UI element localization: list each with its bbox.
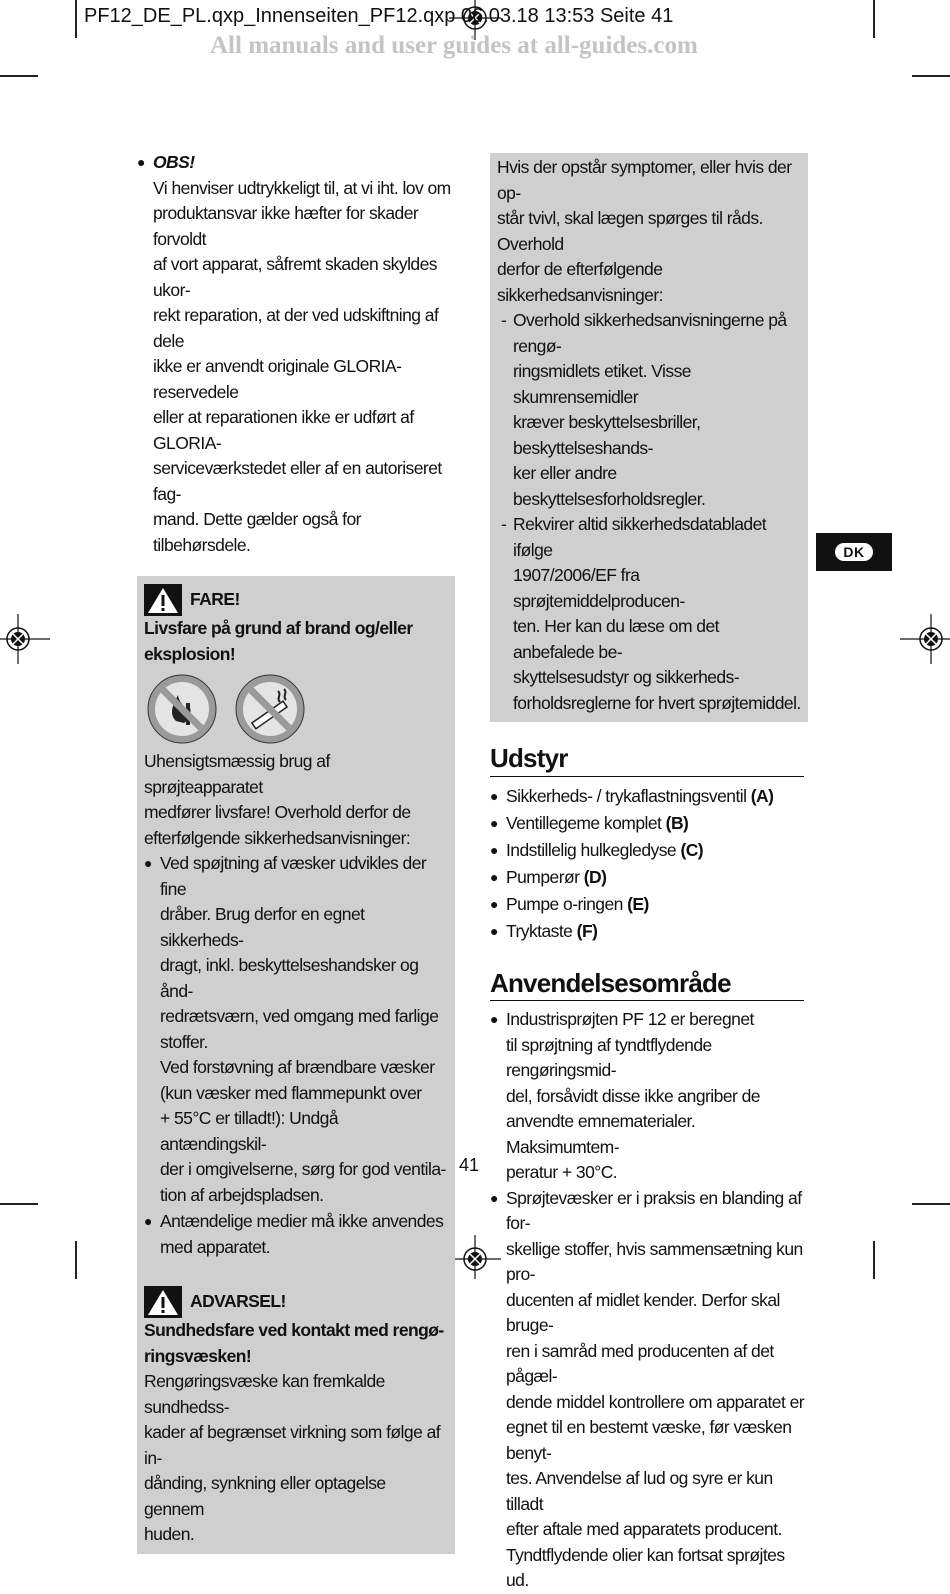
list-item: ● Tryktaste (F)	[490, 920, 598, 941]
warning-triangle-icon	[144, 1286, 182, 1318]
udstyr-heading: Udstyr	[490, 746, 804, 777]
anvendelse-bullet-liquids: ● Sprøjtevæsker er i praksis en blanding af for- skellige stoffer, hvis sammensætning kun pro- ducenten af midlet kender. Derfor skal bruge- ren i samråd med producenten af det pågæl- dende middel kontrollere om apparatet er egnet til en bestemt væske, før væsken benyt- tes. Anvendelse af lud og syre er kun tilladt efter aftale med apparatets producent. Tyndtflydende olier kan fortsat sprøjtes ud.	[490, 1187, 805, 1590]
list-item: ● Indstillelig hulkegledyse (C)	[490, 839, 704, 860]
no-smoking-icon	[234, 673, 306, 745]
fare-subtitle: Livsfare på grund af brand og/eller eksplosion!	[144, 618, 413, 664]
crop-mark	[912, 1203, 950, 1205]
fare-bullet-flammable: ● Antændelige medier må ikke anvendes med apparatet.	[144, 1211, 444, 1257]
advarsel-warning-box	[137, 1270, 455, 1554]
anvendelse-bullet-use: ● Industrisprøjten PF 12 er beregnet til sprøjtning af tyndtflydende rengøringsmid- del, forsåvidt disse ikke angriber de anvendte emnematerialer. Maksimumtem- peratur + 30°C.	[490, 1009, 760, 1182]
symptom-dash-datasheet: - Rekvirer altid sikkerhedsdatabladet ifølge 1907/2006/EF fra sprøjtemiddelproducen- ten. Her kan du læse om det anbefalede be- skyttelsesudstyr og sikkerheds- forholdsreglerne for hvert sprøjtemiddel.	[501, 514, 801, 713]
anvendelse-heading: Anvendelsesområde	[490, 971, 804, 1002]
bullet-icon: ●	[144, 855, 152, 871]
print-slug: PF12_DE_PL.qxp_Innenseiten_PF12.qxp 06.03.18 13:53 Seite 41	[84, 5, 674, 27]
list-item: ● Sikkerheds- / trykaflastningsventil (A)	[490, 785, 774, 806]
list-item: ● Pumpe o-ringen (E)	[490, 893, 649, 914]
advarsel-heading	[144, 1286, 447, 1318]
advarsel-label: ADVARSEL!	[190, 1291, 286, 1312]
bullet-icon: ●	[490, 1189, 498, 1206]
obs-label: OBS!	[153, 152, 195, 172]
crop-mark	[0, 1203, 38, 1205]
crop-mark	[873, 0, 875, 38]
fare-label: FARE!	[190, 589, 240, 610]
crop-mark	[873, 1241, 875, 1279]
crop-mark	[75, 0, 77, 38]
warning-triangle-icon	[144, 584, 182, 616]
language-tab: DK	[816, 533, 892, 571]
prohibition-icons	[146, 673, 447, 745]
bullet-icon: ●	[144, 1213, 152, 1229]
symptom-dash-label: - Overhold sikkerhedsanvisningerne på rengø- ringsmidlets etiket. Visse skumrensemidler kræver beskyttelsesbriller, beskyttelseshands- ker eller andre beskyttelsesforholdsregler.	[501, 310, 787, 509]
udstyr-section	[490, 743, 808, 945]
crop-mark	[75, 1241, 77, 1279]
symptom-intro: Hvis der opstår symptomer, eller hvis der op- står tvivl, skal lægen spørges til råds. Overhold derfor de efterfølgende sikkerhedsanvisninger:	[497, 157, 792, 305]
watermark: All manuals and user guides at all-guides.com	[210, 32, 698, 59]
advarsel-subtitle: Sundhedsfare ved kontakt med rengø- ringsvæsken!	[144, 1320, 444, 1366]
page-number: 41	[459, 1155, 480, 1175]
left-column	[137, 150, 455, 1554]
symptom-box	[490, 153, 808, 722]
anvendelse-section	[490, 967, 808, 1594]
crop-mark	[0, 75, 38, 77]
list-item: ● Pumperør (D)	[490, 866, 607, 887]
bullet-icon: ●	[490, 1011, 498, 1027]
registration-mark-icon	[0, 614, 50, 664]
fare-intro: Uhensigtsmæssig brug af sprøjteapparatet medfører livsfare! Overhold derfor de efterfølgende sikkerhedsanvisninger:	[144, 751, 411, 848]
no-open-flame-icon	[146, 673, 218, 745]
obs-text: Vi henviser udtrykkeligt til, at vi iht. lov om produktansvar ikke hæfter for skader forvoldt af vort apparat, såfremt skaden skyldes ukor- rekt reparation, at der ved udskiftning af dele ikke er anvendt originale GLORIA-reservedele eller at reparationen ikke er udført af GLORIA- serviceværkstedet eller af en autoriseret fag- mand. Dette gælder også for tilbehørsdele.	[153, 177, 451, 555]
advarsel-text: Rengøringsvæske kan fremkalde sundhedss- kader af begrænset virkning som følge af in- dånding, synkning eller optagelse gennem huden.	[144, 1371, 441, 1544]
fare-warning-box	[137, 576, 455, 1270]
list-item: ● Ventillegeme komplet (B)	[490, 812, 689, 833]
fare-bullet-droplets: ● Ved spøjtning af væsker udvikles der fine dråber. Brug derfor en egnet sikkerheds- dragt, inkl. beskyttelseshandsker og ånd- redrætsværn, ved omgang med farlige stoffer. Ved forstøvning af brændbare væsker (kun væsker med flammepunkt over + 55°C er tilladt!): Undgå antændingskil- der i omgivelserne, sørg for god ventila- tion af arbejdspladsen.	[144, 853, 446, 1205]
bullet-icon: ●	[137, 154, 145, 170]
fare-heading	[144, 584, 447, 616]
registration-mark-icon	[900, 614, 950, 664]
obs-note	[137, 150, 455, 558]
right-column	[490, 153, 808, 1594]
crop-mark	[912, 75, 950, 77]
